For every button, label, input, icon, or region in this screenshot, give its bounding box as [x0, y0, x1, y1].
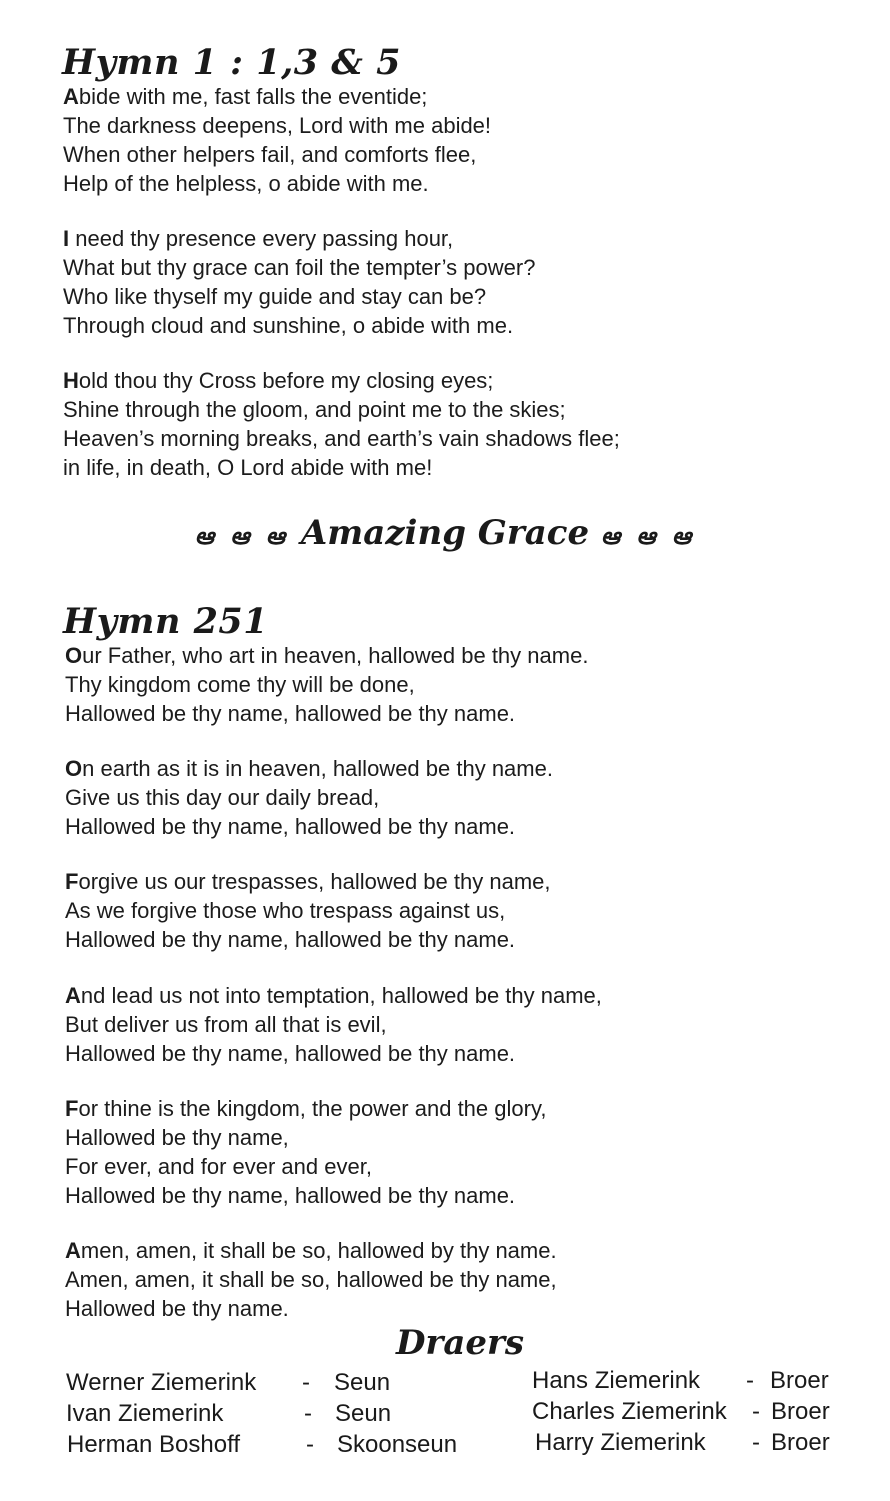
verse-line: When other helpers fail, and comforts flee, [63, 142, 477, 167]
verse-line: Shine through the gloom, and point me to the skies; [63, 397, 566, 422]
verse-line: Thy kingdom come thy will be done, [65, 672, 415, 697]
banner-text: Amazing Grace [300, 513, 590, 553]
bearer-name: Werner Ziemerink [66, 1369, 257, 1396]
hymn-251-verse-1 [65, 641, 588, 728]
verse-line: Who like thyself my guide and stay can be? [63, 284, 487, 309]
verse-line: For thine is the kingdom, the power and the glory, [65, 1096, 547, 1121]
hymn-1-verse-3 [63, 366, 620, 482]
bearer-dash: - [302, 1369, 310, 1396]
verse-line: Hallowed be thy name, hallowed be thy name. [65, 927, 516, 952]
verse-line: I need thy presence every passing hour, [63, 226, 454, 251]
amazing-grace-banner [0, 513, 890, 556]
verse-line: And lead us not into temptation, hallowed be thy name, [65, 983, 602, 1008]
bearer-relation: Seun [334, 1369, 391, 1396]
verse-line: Give us this day our daily bread, [65, 785, 380, 810]
hymn-251-verse-6 [65, 1236, 557, 1323]
bearer-name: Hans Ziemerink [532, 1367, 701, 1394]
bearer-name: Harry Ziemerink [535, 1429, 706, 1456]
verse-line: For ever, and for ever and ever, [65, 1154, 372, 1179]
bearer-dash: - [752, 1429, 760, 1456]
bearer-row [66, 1398, 486, 1429]
hymn-1-verse-1 [63, 82, 491, 198]
bearer-dash: - [306, 1431, 314, 1458]
verse-line: Hallowed be thy name, hallowed be thy name. [65, 701, 516, 726]
hymn-251-title: Hymn 251 [63, 601, 269, 642]
verse-line: Our Father, who art in heaven, hallowed be thy name. [65, 643, 589, 668]
verse-line: Hallowed be thy name, hallowed be thy name. [65, 1183, 516, 1208]
hymn-1-verse-2 [63, 224, 535, 340]
verse-line: Abide with me, fast falls the eventide; [63, 84, 428, 109]
verse-line: Hallowed be thy name. [65, 1296, 289, 1321]
bearer-row [530, 1396, 860, 1427]
ornament-left: ఆ ఆ ఆ [194, 521, 290, 550]
verse-line: The darkness deepens, Lord with me abide! [63, 113, 492, 138]
hymn-251-verse-2 [65, 754, 553, 841]
verse-line: Heaven’s morning breaks, and earth’s vain shadows flee; [63, 426, 620, 451]
bearers-title: Draers [395, 1323, 525, 1363]
hymn-251-verse-5 [65, 1094, 546, 1210]
bearers-left-column [66, 1367, 486, 1460]
verse-line: On earth as it is in heaven, hallowed be thy name. [65, 756, 553, 781]
bearer-dash: - [752, 1398, 760, 1425]
verse-line: Hold thou thy Cross before my closing eyes; [63, 368, 494, 393]
ornament-right: ఆ ఆ ఆ [600, 521, 696, 550]
bearer-relation: Broer [771, 1429, 830, 1456]
verse-line: As we forgive those who trespass against us, [65, 898, 506, 923]
verse-line: Hallowed be thy name, [65, 1125, 289, 1150]
bearer-dash: - [746, 1367, 754, 1394]
verse-line: Amen, amen, it shall be so, hallowed be thy name, [65, 1267, 557, 1292]
bearer-row [530, 1365, 860, 1396]
bearer-row [66, 1429, 486, 1460]
hymn-251-verse-4 [65, 981, 602, 1068]
hymn-1-title: Hymn 1 : 1,3 & 5 [62, 42, 401, 83]
bearer-row [66, 1367, 486, 1398]
bearer-name: Herman Boshoff [67, 1431, 240, 1458]
hymn-251-verse-3 [65, 867, 551, 954]
bearer-relation: Skoonseun [337, 1431, 458, 1458]
bearer-dash: - [304, 1400, 312, 1427]
verse-line: But deliver us from all that is evil, [65, 1012, 387, 1037]
bearers-right-column [530, 1365, 860, 1458]
bearer-relation: Broer [770, 1367, 829, 1394]
verse-line: Hallowed be thy name, hallowed be thy name. [65, 1041, 516, 1066]
verse-line: What but thy grace can foil the tempter’s power? [63, 255, 536, 280]
bearer-relation: Broer [771, 1398, 830, 1425]
bearer-row [530, 1427, 860, 1458]
verse-line: Forgive us our trespasses, hallowed be thy name, [65, 869, 551, 894]
verse-line: Through cloud and sunshine, o abide with me. [63, 313, 514, 338]
verse-line: Hallowed be thy name, hallowed be thy name. [65, 814, 516, 839]
bearer-name: Charles Ziemerink [532, 1398, 727, 1425]
bearer-name: Ivan Ziemerink [66, 1400, 224, 1427]
bearer-relation: Seun [335, 1400, 392, 1427]
verse-line: Amen, amen, it shall be so, hallowed by thy name. [65, 1238, 557, 1263]
verse-line: Help of the helpless, o abide with me. [63, 171, 429, 196]
verse-line: in life, in death, O Lord abide with me! [63, 455, 433, 480]
